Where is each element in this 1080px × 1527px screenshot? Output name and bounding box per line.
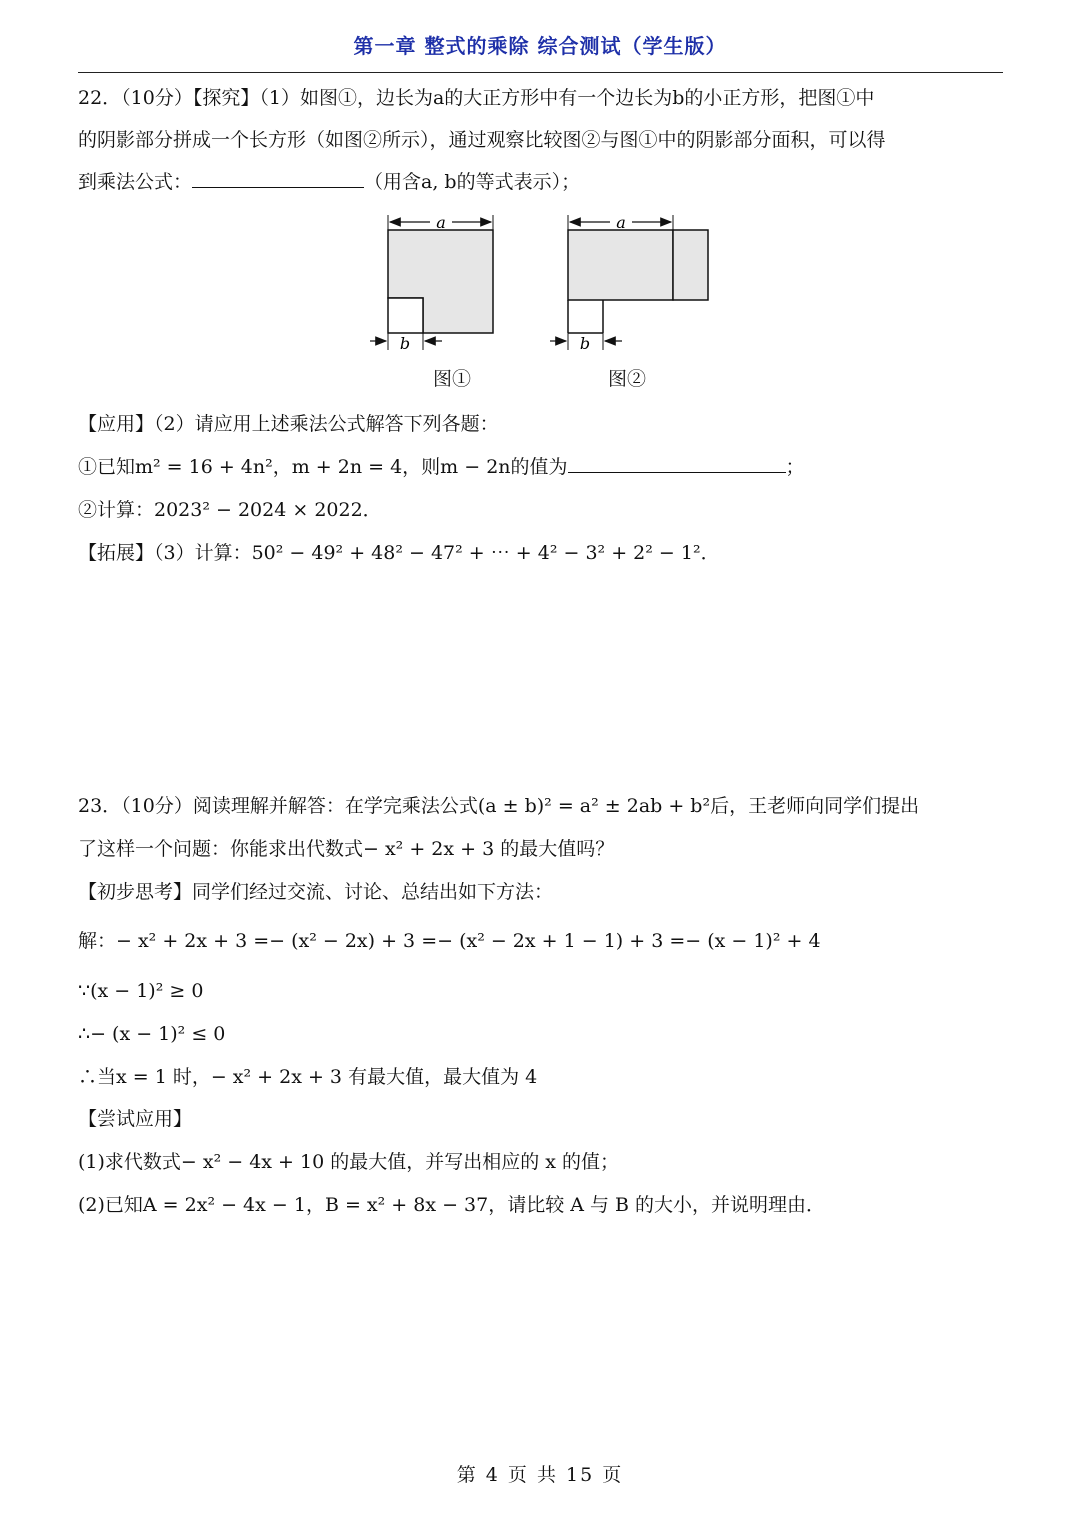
fig2-caption: 图② bbox=[608, 368, 647, 390]
q22-apply-1 bbox=[78, 453, 1008, 481]
fig2-label-b: b bbox=[579, 334, 591, 353]
q23-because: ∵(x − 1)² ≥ 0 bbox=[78, 980, 204, 1002]
q23-therefore-1: ∴− (x − 1)² ≤ 0 bbox=[78, 1023, 226, 1045]
q22-line3-prefix: 到乘法公式： bbox=[78, 171, 193, 193]
fig2-rect-left bbox=[568, 230, 673, 300]
q22-apply-heading: 【应用】（2）请应用上述乘法公式解答下列各题： bbox=[78, 413, 499, 435]
q23-solution: 解：− x² + 2x + 3 =− (x² − 2x) + 3 =− (x² − 2x + 1 − 1) + 3 =− (x − 1)² + 4 bbox=[78, 930, 821, 952]
q22-answer-blank-formula[interactable] bbox=[192, 169, 364, 188]
q22-figures bbox=[360, 205, 720, 365]
q23-line2: 了这样一个问题：你能求出代数式− x² + 2x + 3 的最大值吗？ bbox=[78, 838, 615, 860]
q22-line3-suffix: （用含a, b的等式表示）； bbox=[364, 171, 581, 193]
q23-try-heading: 【尝试应用】 bbox=[78, 1108, 193, 1130]
q22-line2: 的阴影部分拼成一个长方形（如图②所示），通过观察比较图②与图①中的阴影部分面积，可以得 bbox=[78, 129, 886, 151]
fig2-label-a: a bbox=[616, 213, 626, 232]
fig1-label-b: b bbox=[399, 334, 411, 353]
q22-apply-2: ②计算：2023² − 2024 × 2022． bbox=[78, 499, 382, 521]
figure-1 bbox=[370, 213, 493, 353]
fig1-small-square bbox=[388, 298, 423, 333]
q22-answer-blank-value[interactable] bbox=[568, 454, 786, 473]
q23-try-1: (1)求代数式− x² − 4x + 10 的最大值，并写出相应的 x 的值； bbox=[78, 1151, 620, 1173]
q22-line3 bbox=[78, 168, 1008, 196]
fig1-label-a: a bbox=[436, 213, 446, 232]
q23-think-heading: 【初步思考】同学们经过交流、讨论、总结出如下方法： bbox=[78, 881, 554, 903]
q22-apply1-text: ①已知m² = 16 + 4n²，m + 2n = 4，则m − 2n的值为 bbox=[78, 456, 568, 478]
q22-line1: 22．（10分）【探究】（1）如图①，边长为a的大正方形中有一个边长为b的小正方形，把图①中 bbox=[78, 87, 875, 109]
q23-line1: 23．（10分）阅读理解并解答：在学完乘法公式(a ± b)² = a² ± 2ab + b²后，王老师向同学们提出 bbox=[78, 795, 920, 817]
q22-apply1-suffix: ； bbox=[785, 456, 805, 478]
q23-try-2: (2)已知A = 2x² − 4x − 1，B = x² + 8x − 37，请比较 A 与 B 的大小，并说明理由． bbox=[78, 1194, 826, 1216]
header-divider bbox=[78, 72, 1003, 73]
page-footer-number: 第 4 页 共 15 页 bbox=[456, 1464, 624, 1486]
figure-2 bbox=[550, 213, 708, 353]
page-header-title: 第一章 整式的乘除 综合测试（学生版） bbox=[353, 34, 727, 58]
q22-extend: 【拓展】（3）计算：50² − 49² + 48² − 47² + ⋯ + 4² − 3² + 2² − 1²． bbox=[78, 542, 720, 564]
fig1-caption: 图① bbox=[433, 368, 472, 390]
q23-therefore-2: ∴当x = 1 时，− x² + 2x + 3 有最大值，最大值为 4 bbox=[78, 1066, 538, 1088]
fig2-rect-right bbox=[673, 230, 708, 300]
